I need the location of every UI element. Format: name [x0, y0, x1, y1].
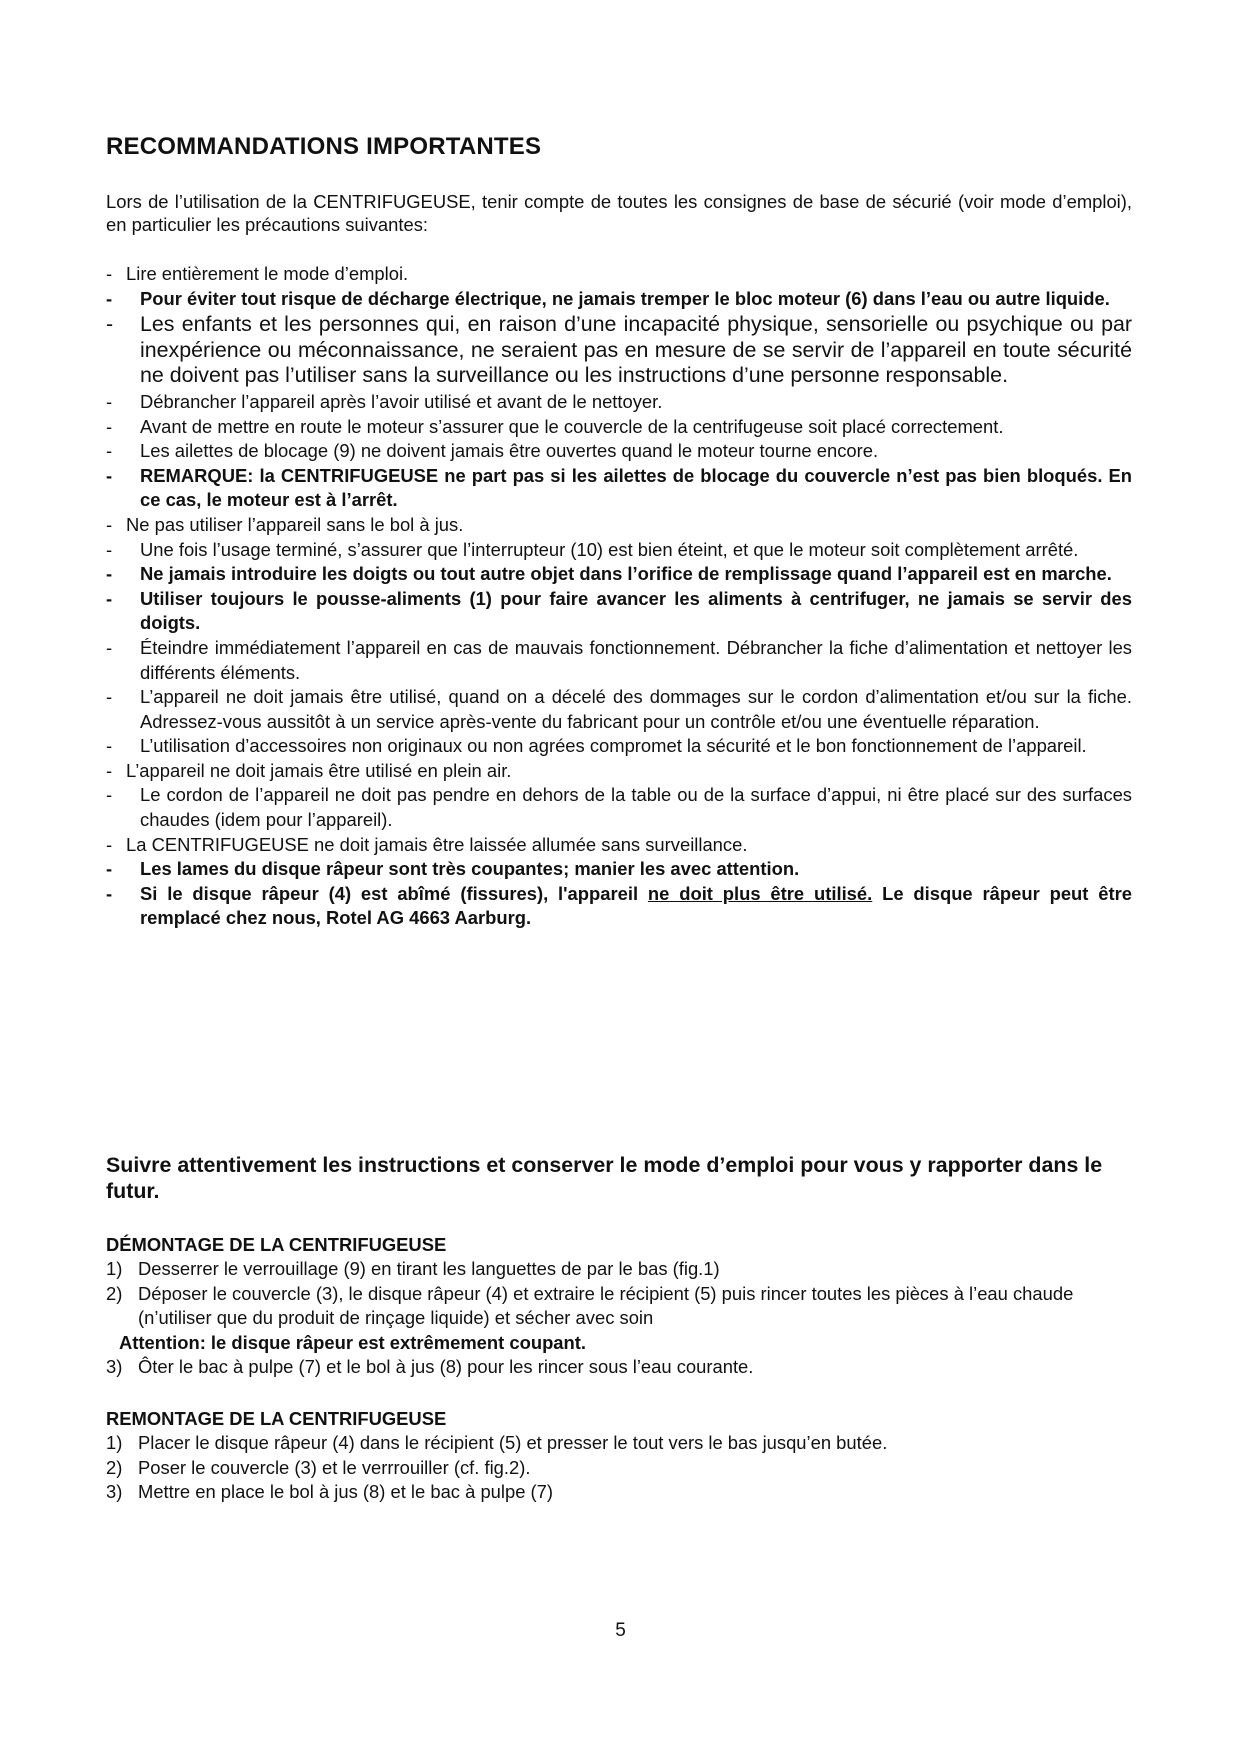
list-item [106, 833, 1132, 858]
item-text: Éteindre immédiatement l’appareil en cas de mauvais fonctionnement. Débrancher la fiche d’alimentation et nettoyer les différents éléments. [140, 636, 1132, 683]
item-text: Ne pas utiliser l’appareil sans le bol à jus. [126, 513, 464, 535]
step-item [106, 1456, 1146, 1481]
item-text-after: Le disque râpeur peut être remplacé chez nous, Rotel AG 4663 Aarburg. [140, 882, 1132, 929]
list-item [106, 759, 1132, 784]
step-number: 2) [106, 1282, 123, 1304]
list-item [106, 734, 1132, 759]
bullet-dash: - [106, 415, 113, 437]
reassembly-title: REMONTAGE DE LA CENTRIFUGEUSE [106, 1408, 447, 1429]
item-text: L’utilisation d’accessoires non originaux ou non agrées compromet la sécurité et le bon fonctionnement de l’appareil. [140, 735, 1087, 757]
list-item [106, 262, 1132, 287]
underlined-warning: ne doit plus être utilisé. [647, 882, 873, 904]
disassembly-steps [106, 1257, 1146, 1380]
item-text: Les enfants et les personnes qui, en raison d’une incapacité physique, sensorielle ou psychique ou par inexpérience ou méconnaissance, ne seraient pas en mesure de se servir de l’appareil en toute sécurité ne doivent pas l’utiliser sans la surveillance ou les instructions d’une personne responsable. [140, 312, 1132, 388]
step-text: Déposer le couvercle (3), le disque râpeur (4) et extraire le récipient (5) puis rincer toutes les pièces à l’eau chaude (n’utiliser que du produit de rinçage liquide) et sécher avec soin [138, 1282, 1074, 1329]
step-text: Ôter le bac à pulpe (7) et le bol à jus (8) pour les rincer sous l’eau courante. [138, 1356, 754, 1378]
item-text: Débrancher l’appareil après l’avoir utilisé et avant de le nettoyer. [140, 390, 663, 412]
bullet-dash: - [106, 440, 113, 462]
list-item [106, 464, 1132, 513]
step-item [106, 1355, 1146, 1380]
item-text: REMARQUE: la CENTRIFUGEUSE ne part pas si les ailettes de blocage du couvercle n’est pas bien bloqués. En ce cas, le moteur est à l’arrêt. [140, 464, 1132, 511]
bullet-dash: - [106, 464, 113, 486]
item-text: L’appareil ne doit jamais être utilisé en plein air. [126, 759, 512, 781]
list-item [106, 513, 1132, 538]
reassembly-steps [106, 1431, 1146, 1505]
closing-statement: Suivre attentivement les instructions et conserver le mode d’emploi pour vous y rapporter dans le futur. [106, 1153, 1103, 1203]
list-item [106, 587, 1132, 636]
bullet-dash: - [106, 735, 113, 757]
step-number: 1) [106, 1258, 123, 1279]
list-item [106, 857, 1132, 882]
bullet-dash: - [106, 759, 113, 781]
bullet-dash: - [106, 513, 113, 535]
list-item [106, 783, 1132, 832]
bullet-dash: - [106, 784, 113, 806]
step-number: 1) [106, 1432, 123, 1453]
step-text: Placer le disque râpeur (4) dans le récipient (5) et presser le tout vers le bas jusqu’en butée. [138, 1432, 888, 1453]
step-item [106, 1257, 1146, 1282]
page-number: 5 [615, 1620, 626, 1641]
warning-note: Attention: le disque râpeur est extrêmement coupant. [119, 1331, 587, 1353]
step-text: Desserrer le verrouillage (9) en tirant les languettes de par le bas (fig.1) [138, 1258, 720, 1279]
list-item [106, 287, 1132, 312]
list-item [106, 439, 1132, 464]
bullet-dash: - [106, 263, 113, 284]
item-text-before: Si le disque râpeur (4) est abîmé (fissures), l'appareil [140, 882, 648, 904]
bullet-dash: - [106, 858, 113, 880]
step-item [106, 1431, 1146, 1456]
bullet-dash: - [106, 882, 113, 904]
bullet-dash: - [106, 636, 113, 658]
bullet-dash: - [106, 686, 113, 708]
bullet-dash: - [106, 587, 113, 609]
item-text: Utiliser toujours le pousse-aliments (1) pour faire avancer les aliments à centrifuger, ne jamais se servir des doigts. [140, 587, 1132, 634]
list-item [106, 882, 1132, 931]
bullet-dash: - [106, 390, 113, 412]
intro-paragraph: Lors de l’utilisation de la CENTRIFUGEUSE, tenir compte de toutes les consignes de base de sécurié (voir mode d’emploi), en particulier les précautions suivantes: [106, 191, 1132, 235]
bullet-dash: - [106, 312, 114, 337]
step-number: 3) [106, 1481, 123, 1503]
list-item [106, 636, 1132, 685]
step-number: 3) [106, 1356, 123, 1378]
list-item [106, 415, 1132, 440]
disassembly-title: DÉMONTAGE DE LA CENTRIFUGEUSE [106, 1234, 447, 1255]
list-item [106, 685, 1132, 734]
step-item [106, 1480, 1146, 1505]
recommendations-list [106, 262, 1132, 931]
list-item [106, 562, 1132, 587]
list-item [106, 538, 1132, 563]
step-item [106, 1282, 1146, 1331]
list-item [106, 312, 1132, 389]
item-text: Les lames du disque râpeur sont très coupantes; manier les avec attention. [140, 858, 800, 880]
item-text: Une fois l’usage terminé, s’assurer que l’interrupteur (10) est bien éteint, et que le moteur soit complètement arrêté. [140, 538, 1079, 560]
item-text: L’appareil ne doit jamais être utilisé, quand on a décelé des dommages sur le cordon d’alimentation et/ou sur la fiche. Adressez-vous aussitôt à un service après-vente du fabricant pour un contrôle et/ou une éventuelle réparation. [140, 686, 1132, 732]
bullet-dash: - [106, 538, 113, 560]
item-text: Avant de mettre en route le moteur s’assurer que le couvercle de la centrifugeuse soit placé correctement. [140, 415, 1004, 437]
item-text: Lire entièrement le mode d’emploi. [126, 263, 409, 284]
page-title: RECOMMANDATIONS IMPORTANTES [106, 133, 542, 160]
item-text: Pour éviter tout risque de décharge électrique, ne jamais tremper le bloc moteur (6) dans l’eau ou autre liquide. [140, 287, 1110, 309]
item-text: La CENTRIFUGEUSE ne doit jamais être laissée allumée sans surveillance. [126, 833, 748, 855]
item-text: Les ailettes de blocage (9) ne doivent jamais être ouvertes quand le moteur tourne encore. [140, 440, 879, 462]
bullet-dash: - [106, 563, 113, 585]
item-text: Ne jamais introduire les doigts ou tout autre objet dans l’orifice de remplissage quand l’appareil est en marche. [140, 563, 1112, 585]
step-text: Poser le couvercle (3) et le verrrouiller (cf. fig.2). [138, 1456, 531, 1478]
bullet-dash: - [106, 833, 113, 855]
list-item [106, 390, 1132, 415]
bullet-dash: - [106, 287, 113, 309]
step-number: 2) [106, 1456, 123, 1478]
step-text: Mettre en place le bol à jus (8) et le bac à pulpe (7) [138, 1481, 554, 1503]
item-text: Le cordon de l’appareil ne doit pas pendre en dehors de la table ou de la surface d’appui, ni être placé sur des surfaces chaudes (idem pour l’appareil). [140, 784, 1132, 831]
